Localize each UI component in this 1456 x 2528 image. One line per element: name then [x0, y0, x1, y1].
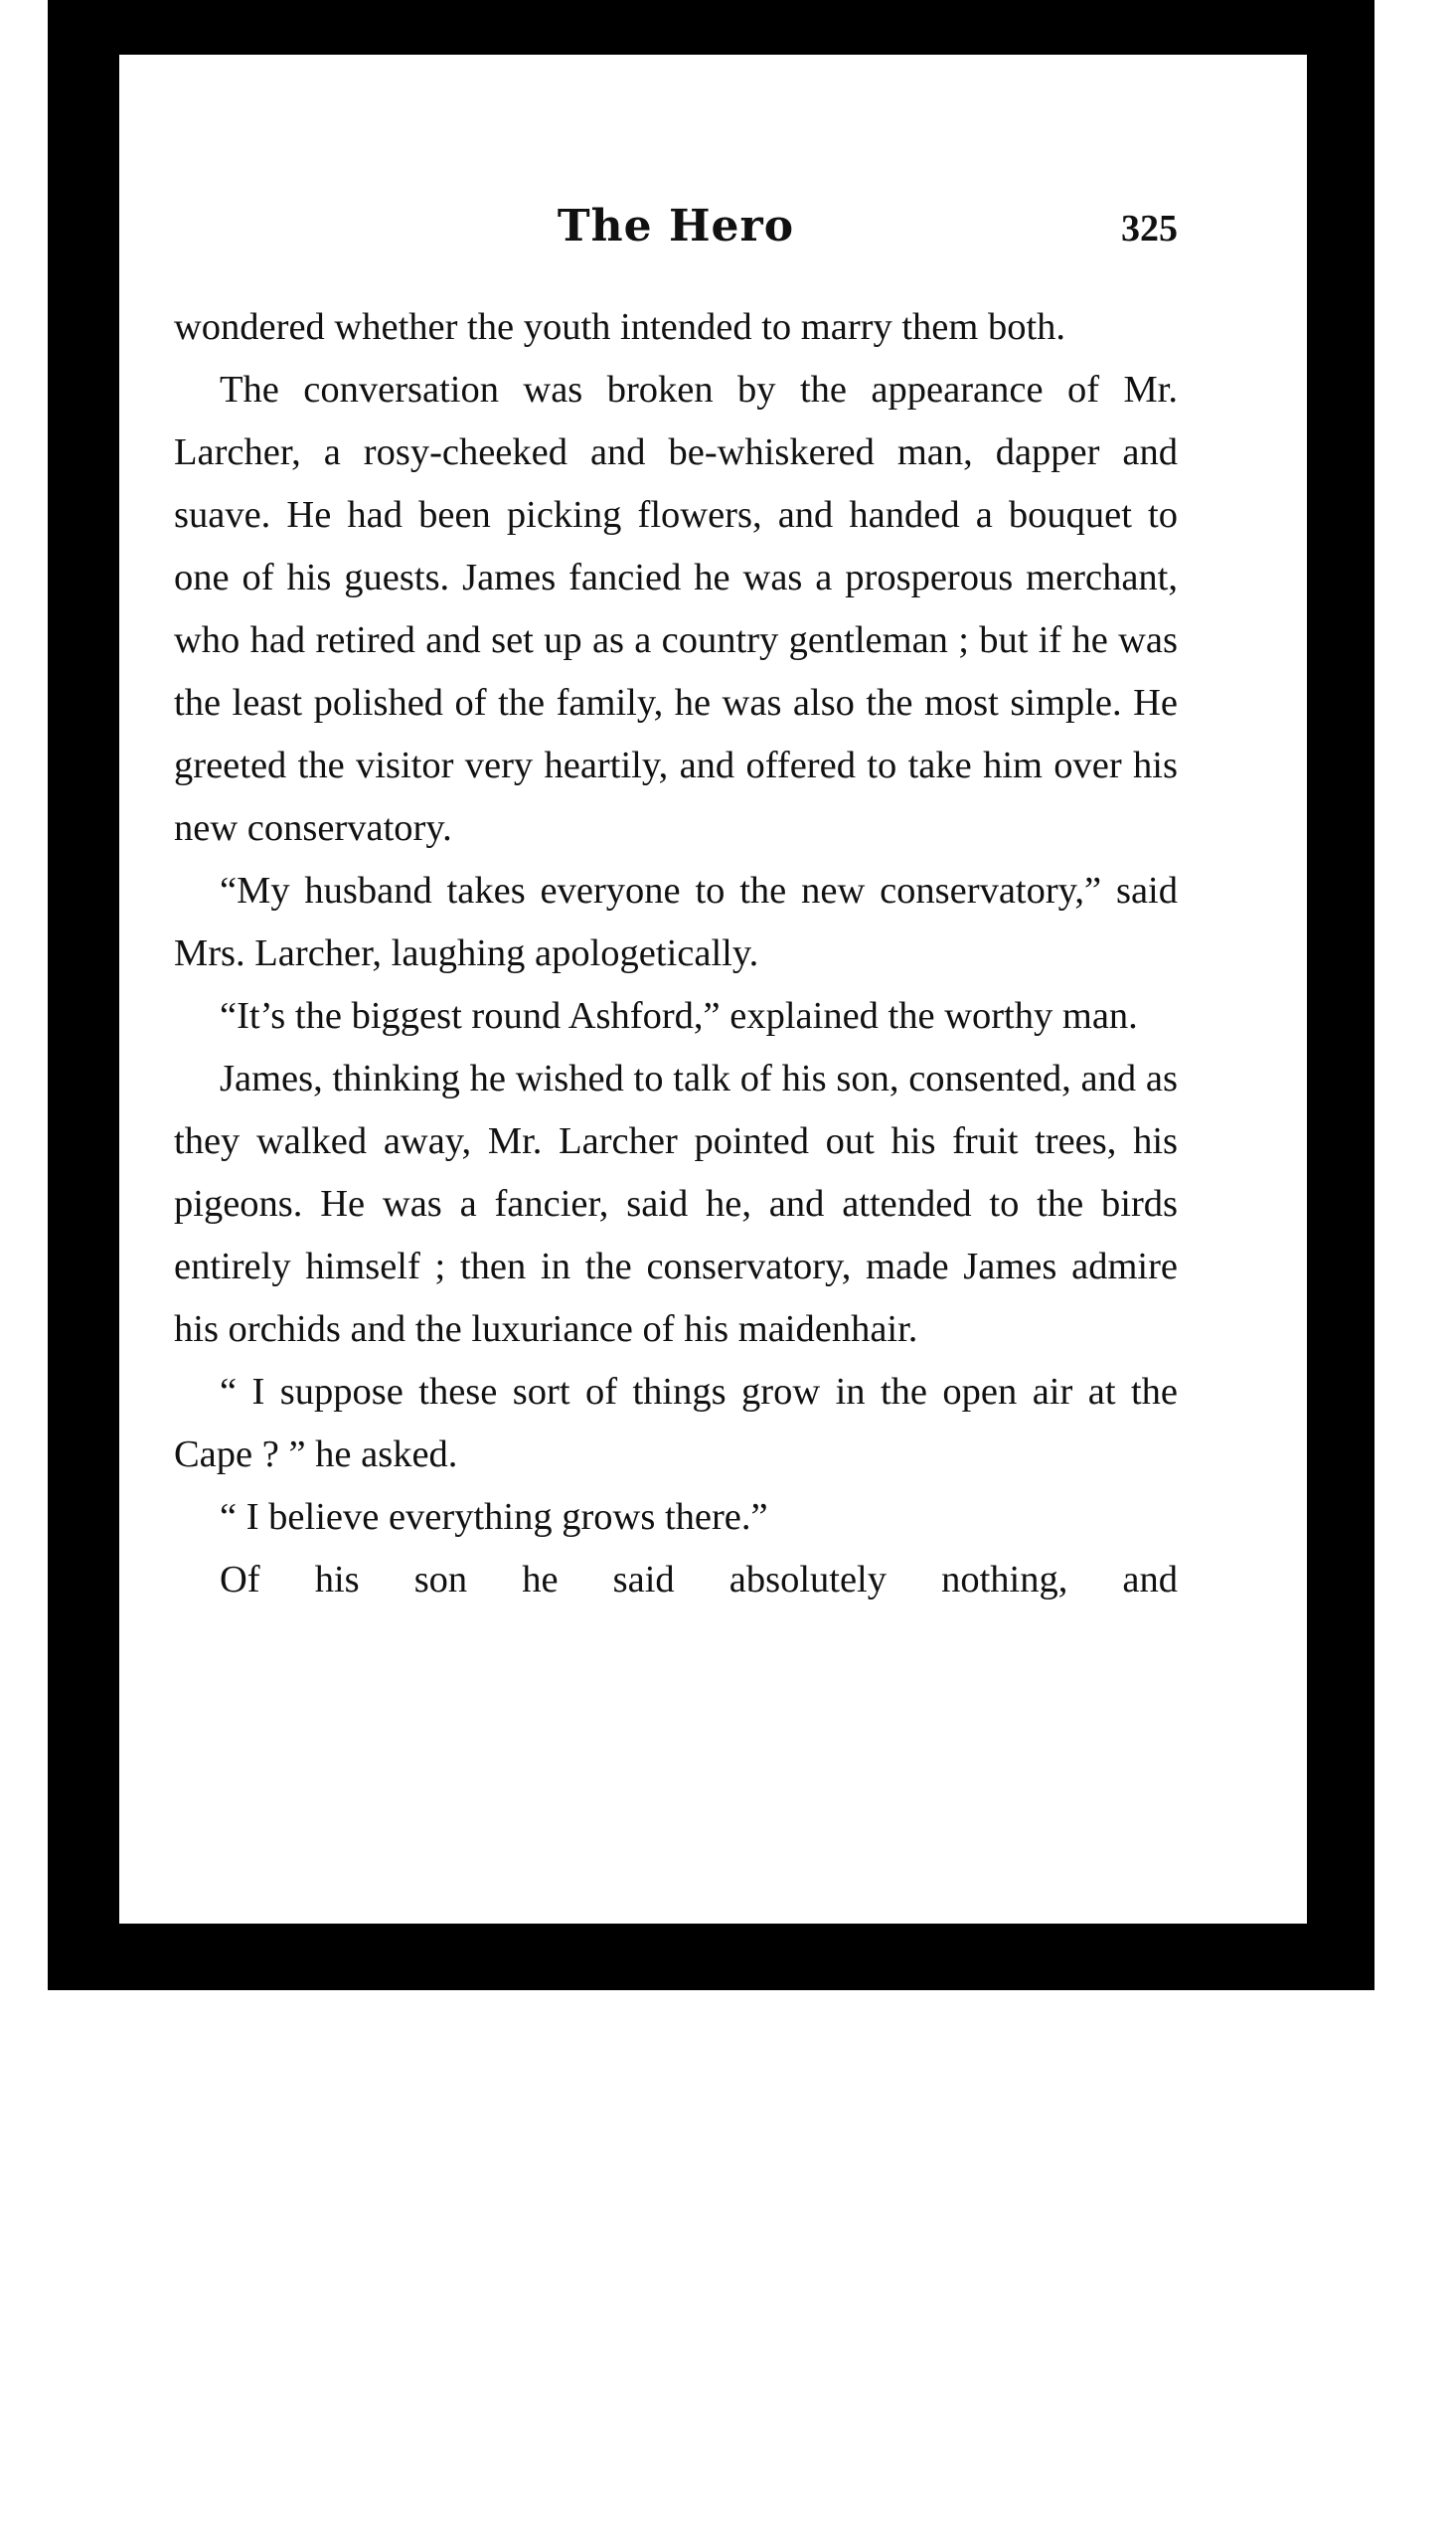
body-text — [174, 296, 1178, 1611]
paragraph: “My husband takes everyone to the new conservatory,” said Mrs. Larcher, laughing apologetically. — [174, 870, 1178, 974]
paragraph: James, thinking he wished to talk of his son, consented, and as they walked away, Mr. Larcher pointed out his fruit trees, his pigeons. He was a fancier, said he, and attended to the birds entirely himself ; then in the conservatory, made James admire his orchids and the luxuriance of his maidenhair. — [174, 1058, 1178, 1350]
paragraph: “ I believe everything grows there.” — [220, 1496, 768, 1538]
paragraph: The conversation was broken by the appearance of Mr. Larcher, a rosy-cheeked and be-whiskered man, dapper and suave. He had been picking flowers, and handed a bouquet to one of his guests. James fancied he was a prosperous merchant, who had retired and set up as a country gentleman ; but if he was the least polished of the family, he was also the most simple. He greeted the visitor very heartily, and offered to take him over his new conservatory. — [174, 369, 1178, 849]
paragraph: “ I suppose these sort of things grow in the open air at the Cape ? ” he asked. — [174, 1371, 1178, 1475]
paragraph: wondered whether the youth intended to marry them both. — [174, 306, 1066, 348]
running-head: The Hero — [557, 201, 795, 252]
paragraph: “It’s the biggest round Ashford,” explained the worthy man. — [220, 995, 1138, 1037]
paragraph: Of his son he said absolutely nothing, and — [220, 1559, 1178, 1601]
page-number: 325 — [1121, 208, 1178, 250]
page-header — [174, 201, 1178, 270]
